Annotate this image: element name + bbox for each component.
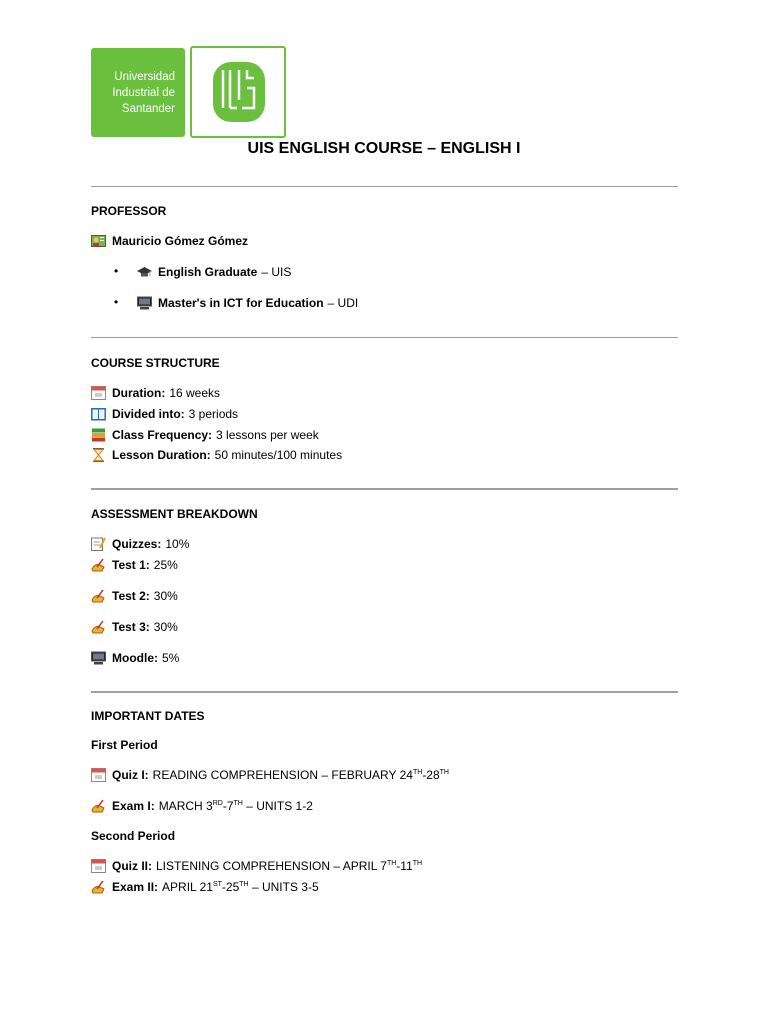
item-value: 3 periods	[188, 407, 239, 421]
document-title: UIS ENGLISH COURSE – ENGLISH I	[247, 140, 521, 157]
computer-icon	[137, 296, 152, 310]
date-item-quiz-2	[91, 859, 422, 873]
assessment-item	[91, 620, 178, 634]
item-label: Test 2:	[112, 589, 150, 603]
date-item-exam-1	[91, 799, 313, 813]
writing-hand-icon	[91, 558, 106, 572]
date-text: LISTENING COMPREHENSION – APRIL 7TH-11TH	[156, 859, 423, 873]
bullet: •	[114, 264, 119, 278]
item-value: 16 weeks	[169, 386, 221, 400]
item-label: Duration:	[112, 386, 166, 400]
divider	[91, 691, 678, 693]
hourglass-icon	[91, 448, 106, 462]
logo-line: Santander	[121, 103, 175, 115]
item-value: 50 minutes/100 minutes	[214, 448, 343, 462]
memo-icon	[91, 537, 106, 551]
book-icon	[91, 407, 106, 421]
item-label: Divided into:	[112, 407, 185, 421]
teacher-icon	[91, 234, 106, 248]
item-label: Lesson Duration:	[112, 448, 211, 462]
date-text: READING COMPREHENSION – FEBRUARY 24TH-28TH	[152, 768, 449, 782]
first-period-heading: First Period	[91, 738, 158, 752]
bullet: •	[114, 295, 119, 309]
professor-name-line	[91, 234, 252, 248]
date-label: Exam II:	[112, 880, 159, 894]
books-icon	[91, 428, 106, 442]
writing-hand-icon	[91, 799, 106, 813]
logo-line: Universidad	[114, 71, 175, 83]
course-item	[91, 448, 342, 462]
course-item	[91, 428, 319, 442]
calendar-icon	[91, 859, 106, 873]
course-item	[91, 407, 238, 421]
writing-hand-icon	[91, 620, 106, 634]
assessment-item	[91, 558, 178, 572]
assessment-item	[91, 589, 178, 603]
assessment-item	[91, 537, 189, 551]
course-item	[91, 386, 220, 400]
item-label: Test 3:	[112, 620, 150, 634]
university-logo-text	[91, 48, 185, 137]
calendar-icon	[91, 386, 106, 400]
date-label: Quiz I:	[112, 768, 149, 782]
item-value: 30%	[153, 620, 178, 634]
professor-name: Mauricio Gómez Gómez	[112, 234, 249, 248]
second-period-heading: Second Period	[91, 829, 176, 843]
item-label: Quizzes:	[112, 537, 162, 551]
divider	[91, 488, 678, 490]
item-label: Test 1:	[112, 558, 150, 572]
assessment-heading: ASSESSMENT BREAKDOWN	[91, 507, 258, 521]
item-value: 3 lessons per week	[216, 428, 319, 442]
graduation-cap-icon	[137, 265, 152, 279]
calendar-icon	[91, 768, 106, 782]
writing-hand-icon	[91, 589, 106, 603]
item-value: 5%	[162, 651, 180, 665]
divider	[91, 337, 678, 338]
credential-item	[137, 296, 358, 310]
uis-emblem-logo	[190, 46, 286, 138]
credential-item	[137, 265, 291, 279]
item-label: Moodle:	[112, 651, 158, 665]
item-value: 30%	[153, 589, 178, 603]
date-label: Quiz II:	[112, 859, 152, 873]
professor-heading: PROFESSOR	[91, 204, 167, 218]
date-label: Exam I:	[112, 799, 155, 813]
computer-icon	[91, 651, 106, 665]
item-label: Class Frequency:	[112, 428, 213, 442]
credential-title: Master's in ICT for Education	[158, 296, 324, 310]
date-item-exam-2	[91, 880, 319, 894]
course-structure-heading: COURSE STRUCTURE	[91, 356, 220, 370]
credential-institution: – UIS	[261, 265, 292, 279]
item-value: 25%	[153, 558, 178, 572]
divider	[91, 186, 678, 187]
assessment-item	[91, 651, 179, 665]
item-value: 10%	[165, 537, 190, 551]
date-text: APRIL 21ST-25TH – UNITS 3-5	[162, 880, 319, 894]
credential-title: English Graduate	[158, 265, 258, 279]
date-item-quiz-1	[91, 768, 449, 782]
logo-line: Industrial de	[112, 87, 175, 99]
date-text: MARCH 3RD-7TH – UNITS 1-2	[158, 799, 313, 813]
writing-hand-icon	[91, 880, 106, 894]
credential-institution: – UDI	[327, 296, 359, 310]
important-dates-heading: IMPORTANT DATES	[91, 709, 205, 723]
